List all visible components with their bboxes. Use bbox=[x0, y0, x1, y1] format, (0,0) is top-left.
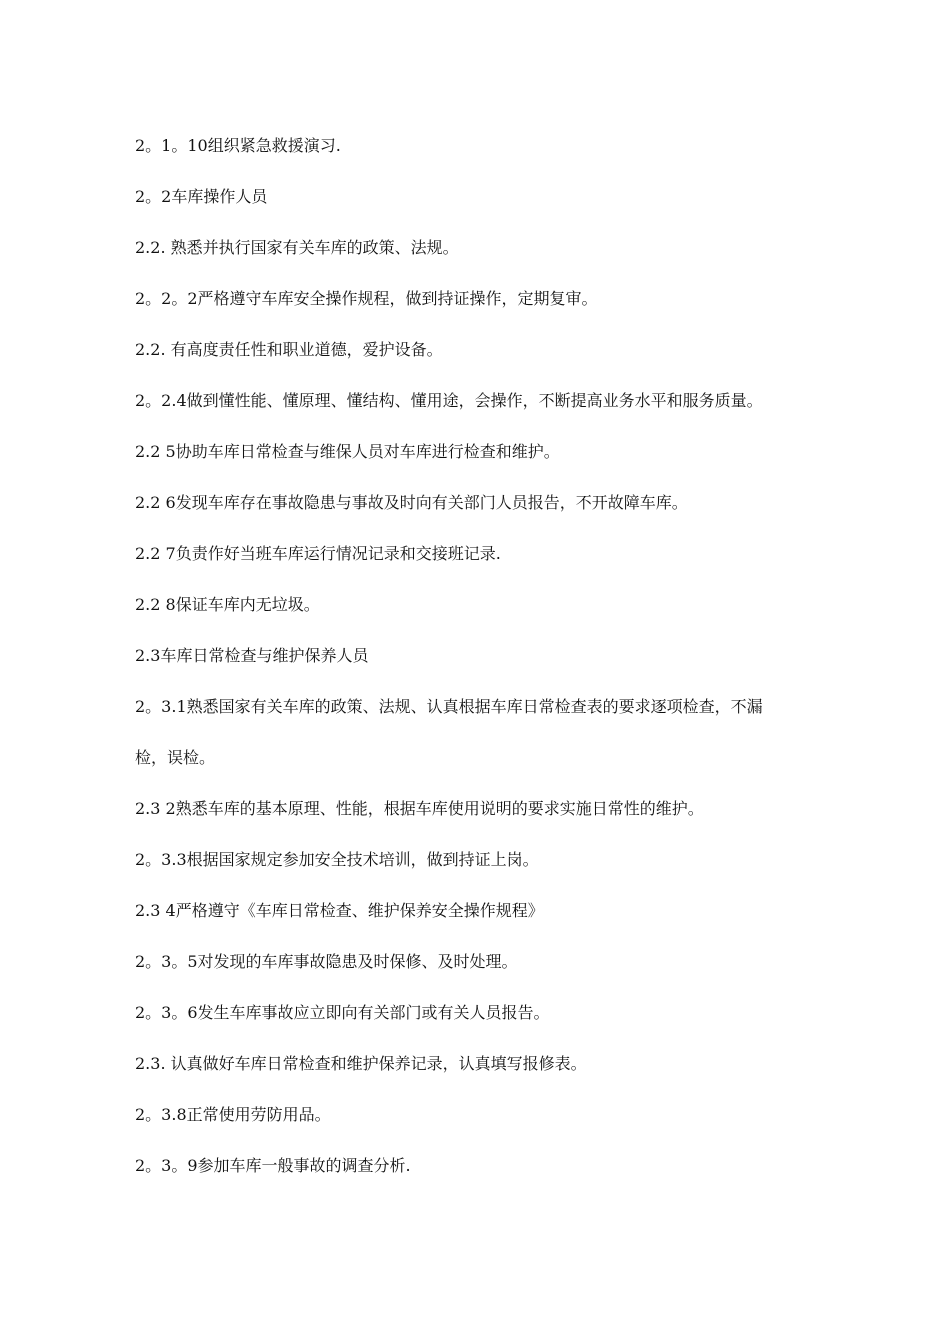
paragraph-2-3-6: 2。3。6发生车库事故应立即向有关部门或有关人员报告。 bbox=[135, 1003, 550, 1022]
paragraph-2-2-7: 2.2 7负责作好当班车库运行情况记录和交接班记录. bbox=[135, 544, 501, 563]
paragraph-2-1-10: 2。1。10组织紧急救援演习. bbox=[135, 136, 341, 155]
paragraph-2-3-5: 2。3。5对发现的车库事故隐患及时保修、及时处理。 bbox=[135, 952, 518, 971]
paragraph-2-3-1: 2。3.1熟悉国家有关车库的政策、法规、认真根据车库日常检查表的要求逐项检查，不漏 bbox=[135, 697, 763, 716]
paragraph-2-3-7: 2.3. 认真做好车库日常检查和维护保养记录，认真填写报修表。 bbox=[135, 1054, 587, 1073]
paragraph-2-3-3: 2。3.3根据国家规定参加安全技术培训，做到持证上岗。 bbox=[135, 850, 539, 869]
paragraph-2-3-4: 2.3 4严格遵守《车库日常检查、维护保养安全操作规程》 bbox=[135, 901, 544, 920]
paragraph-2-3-1-continued: 检，误检。 bbox=[135, 748, 216, 767]
heading-2-2: 2。2车库操作人员 bbox=[135, 187, 268, 206]
paragraph-2-3-9: 2。3。9参加车库一般事故的调查分析. bbox=[135, 1156, 411, 1175]
paragraph-2-2-5: 2.2 5协助车库日常检查与维保人员对车库进行检查和维护。 bbox=[135, 442, 560, 461]
paragraph-2-3-2: 2.3 2熟悉车库的基本原理、性能，根据车库使用说明的要求实施日常性的维护。 bbox=[135, 799, 704, 818]
paragraph-2-2-4: 2。2.4做到懂性能、懂原理、懂结构、懂用途，会操作，不断提高业务水平和服务质量。 bbox=[135, 391, 763, 410]
paragraph-2-2-1: 2.2. 熟悉并执行国家有关车库的政策、法规。 bbox=[135, 238, 459, 257]
paragraph-2-2-3: 2.2. 有高度责任性和职业道德，爱护设备。 bbox=[135, 340, 443, 359]
heading-2-3: 2.3车库日常检查与维护保养人员 bbox=[135, 646, 369, 665]
paragraph-2-3-8: 2。3.8正常使用劳防用品。 bbox=[135, 1105, 331, 1124]
paragraph-2-2-2: 2。2。2严格遵守车库安全操作规程，做到持证操作，定期复审。 bbox=[135, 289, 598, 308]
paragraph-2-2-6: 2.2 6发现车库存在事故隐患与事故及时向有关部门人员报告，不开故障车库。 bbox=[135, 493, 688, 512]
paragraph-2-2-8: 2.2 8保证车库内无垃圾。 bbox=[135, 595, 320, 614]
